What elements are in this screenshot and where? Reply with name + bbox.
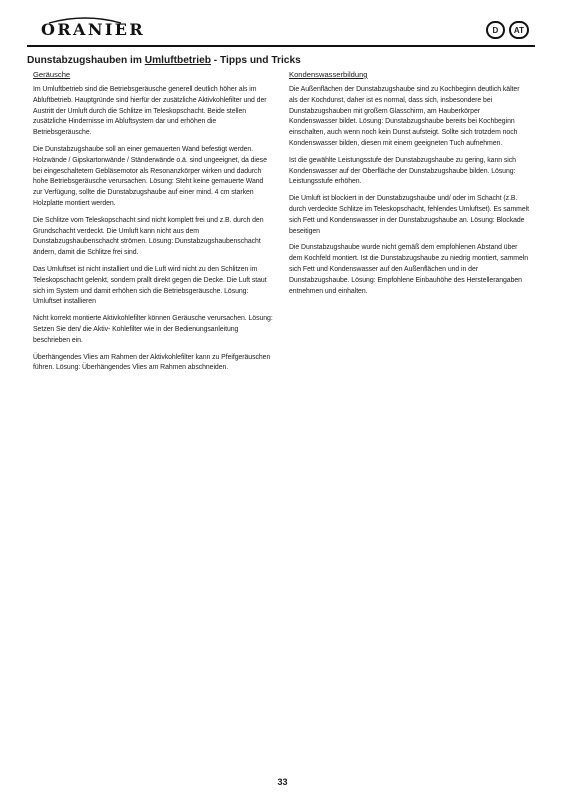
title-part-3: - Tipps und Tricks xyxy=(210,55,301,66)
country-badge-d: D xyxy=(486,21,505,39)
paragraph: Die Umluft ist blockiert in der Dunstabzugshaube und/ oder im Schacht (z.B. durch verdeckte Schlitze im Teleskopschacht, fehlendes Umluftset). Es sammelt sich Fett und Kondenswasser in der Dunstabzugshaube an. Lösung: Blockade beseitigen xyxy=(289,195,529,235)
title-part-2: Umluftbetrieb xyxy=(144,55,211,66)
header-divider xyxy=(27,45,535,47)
section-heading-noise: Geräusche xyxy=(33,70,71,79)
country-badge-at: AT xyxy=(509,21,529,39)
paragraph: Die Außenflächen der Dunstabzugshaube sind zu Kochbeginn deutlich kälter als der Kochdunst, daher ist es normal, dass sich, insbesondere bei Dunstabzugshauben mit großem Glasschirm, am Hauberkörper Kondenswasser bildet. Lösung: Dunstabzugshaube bereits bei Kochbeginn einschalten, auch wenn noch kein Dunst aufsteigt. Sollte sich trotzdem noch Kondenswasser bilden, diesen mit einem geeigneten Tuch aufnehmen. xyxy=(289,86,520,147)
brand-logo: ORANIER xyxy=(41,20,146,39)
title-part-1: Dunstabzugshauben im xyxy=(27,55,145,66)
section-heading-condensation: Kondenswasserbildung xyxy=(289,70,368,79)
page-number: 33 xyxy=(277,777,288,787)
paragraph: Die Schlitze vom Teleskopschacht sind nicht komplett frei und z.B. durch den Grundschacht verdeckt. Die Umluft kann nicht aus dem Dunstabzugshaubenschacht strömen. Lösung: Dunstabzugshaubenschacht ändern, damit die Schlitze frei sind. xyxy=(33,216,264,257)
country-badges xyxy=(486,21,529,39)
paragraph: Nicht korrekt montierte Aktivkohlefilter können Geräusche verursachen. Lösung: Setzen Sie den/ die Aktiv- Kohlefilter wie in der Bedienungsanleitung beschrieben ein. xyxy=(33,315,273,344)
paragraph: Die Dunstabzugshaube soll an einer gemauerten Wand befestigt werden. Holzwände / Gipskartonwände / Ständerwände o.ä. sind ungeeignet, da diese bei eingeschaltetem Gebläsemotor als Resonanzkörper wirken und dadurch hohe Betriebsgeräusche verursachen. Lösung: Steht keine gemauerte Wand zur Verfügung, sollte die Dunstabzugshaube auf einer mind. 4 cm starken Holzplatte montiert werden. xyxy=(33,145,267,207)
paragraph: Überhängendes Vlies am Rahmen der Aktivkohlefilter kann zu Pfeifgeräuschen führen. Lösung: Überhängendes Vlies am Rahmen abschneiden. xyxy=(33,353,271,372)
paragraph: Ist die gewählte Leistungsstufe der Dunstabzugshaube zu gering, kann sich Kondenswasser auf der Oberfläche der Dunstabzugshaube bilden. Lösung: Leistungsstufe erhöhen. xyxy=(289,156,516,186)
paragraph: Die Dunstabzugshaube wurde nicht gemäß dem empfohlenen Abstand über dem Kochfeld montiert. Ist die Dunstabzugshaube zu niedrig montiert, sammeln sich Fett und Kondenswasser auf den Außenflächen und in der Dunstabzugshaube. Lösung: Empfohlene Einbauhöhe des Herstellerangaben entnehmen und einhalten. xyxy=(289,244,529,295)
left-column xyxy=(33,70,273,380)
page-title xyxy=(27,55,537,66)
paragraph: Im Umluftbetrieb sind die Betriebsgeräusche generell deutlich höher als im Abluftbetrieb. Hauptgründe sind hierfür der zusätzliche Aktivkohlefilter und der Austritt der Umluft durch die Schlitze im Teleskopschacht. Beide stellen zusätzliche Hindernisse im Abluftsystem dar und erhöhen die Betriebsgeräusche. xyxy=(33,86,267,137)
right-column xyxy=(289,70,529,303)
page-header xyxy=(27,20,537,44)
paragraph: Das Umluftset ist nicht installiert und die Luft wird nicht zu den Schlitzen im Teleskopschacht gelenkt, sondern prallt direkt gegen die Decke. Die Luft staut sich im System und damit erhöhen sich die Betriebsgeräusche. Lösung: Umluftset installieren xyxy=(33,265,267,306)
